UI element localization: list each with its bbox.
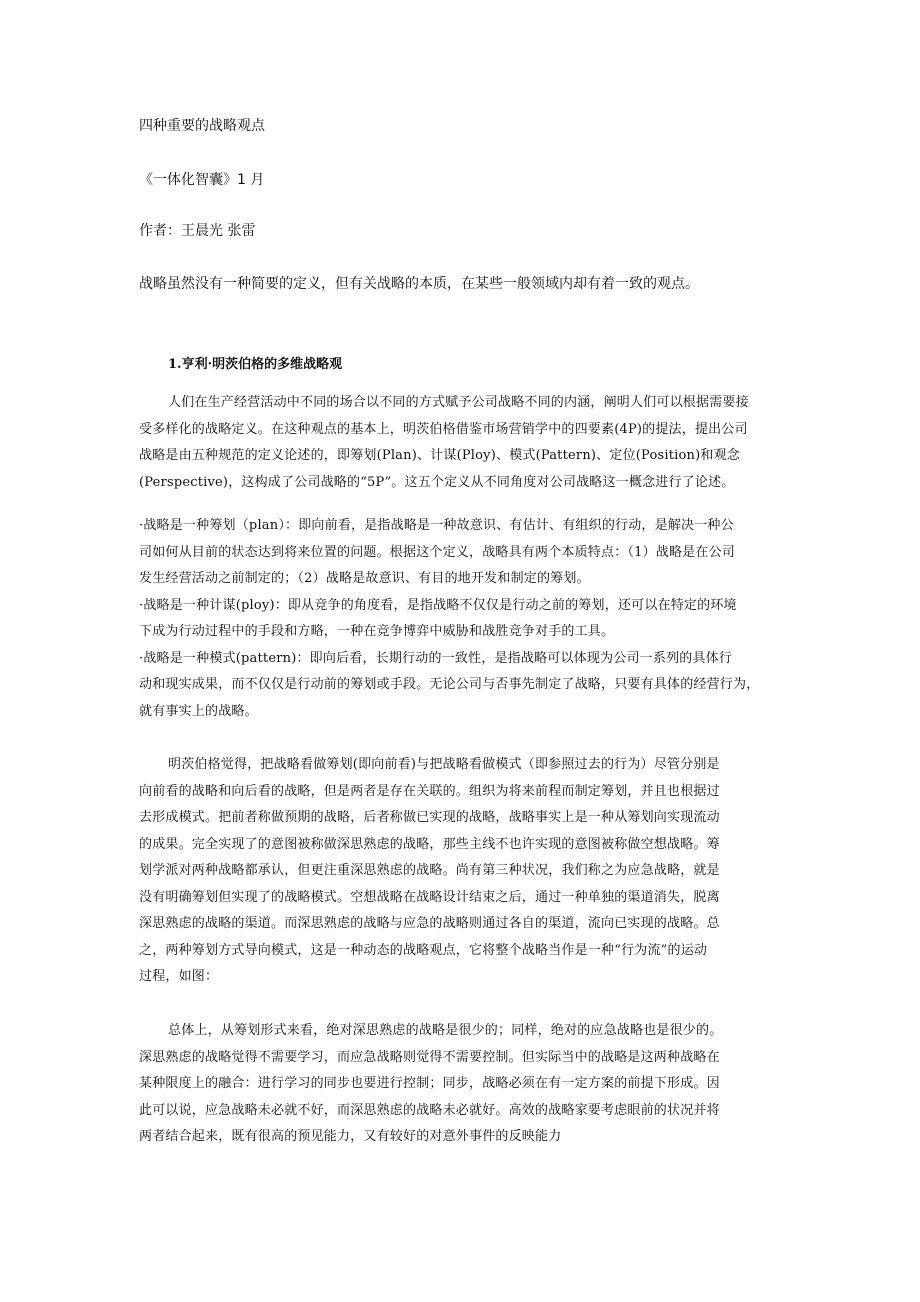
- paragraph-line: 某种限度上的融合：进行学习的同步也要进行控制；同步，战略必须在有一定方案的前提下形成。因: [139, 1076, 720, 1091]
- document-intro: 战略虽然没有一种简要的定义，但有关战略的本质，在某些一般领域内却有着一致的观点。: [139, 276, 699, 292]
- paragraph-line: 过程，如图：: [139, 969, 219, 984]
- bullet-line: ·战略是一种计谋(ploy)：即从竞争的角度看，是指战略不仅仅是行动之前的筹划，还可以在特定的环境: [139, 597, 737, 613]
- paragraph-line: 战略是由五种规范的定义论述的，即筹划(Plan)、计谋(Ploy)、模式(Pattern)、定位(Position)和观念: [139, 448, 740, 463]
- bullet-line: 下成为行动过程中的手段和方略，一种在竞争博弈中威胁和战胜竞争对手的工具。: [139, 624, 615, 639]
- paragraph-line: 之，两种筹划方式导向模式，这是一种动态的战略观点，它将整个战略当作是一种“行为流”的运动: [139, 942, 708, 958]
- section-heading: 1.亨利·明茨伯格的多维战略观: [168, 357, 343, 372]
- bullet-line: 就有事实上的战略。: [139, 703, 258, 719]
- paragraph-line: 去形成模式。把前者称做预期的战略，后者称做已实现的战略，战略事实上是一种从筹划向实现流动: [139, 810, 720, 825]
- paragraph-line: 划学派对两种战略都承认，但更注重深思熟虑的战略。尚有第三种状况，我们称之为应急战略，就是: [139, 863, 720, 878]
- bullet-list: [139, 513, 784, 725]
- paragraph-line: 深思熟虑的战略觉得不需要学习，而应急战略则觉得不需要控制。但实际当中的战略是这两种战略在: [139, 1049, 720, 1065]
- paragraph-line: 总体上，从筹划形式来看，绝对深思熟虑的战略是很少的；同样，绝对的应急战略也是很少的。: [168, 1023, 723, 1038]
- bullet-line: 司如何从目前的状态达到将来位置的问题。根据这个定义，战略具有两个本质特点：（1）战略是在公司: [139, 544, 735, 560]
- bullet-line: 动和现实成果，而不仅仅是行动前的筹划或手段。无论公司与否事先制定了战略，只要有具体的经营行为，: [139, 677, 760, 692]
- paragraph-line: 的成果。完全实现了的意图被称做深思熟虑的战略，那些主线不也许实现的意图被称做空想战略。筹: [139, 836, 720, 852]
- document-source: 《一体化智囊》1 月: [139, 172, 265, 188]
- paragraph-line: 深思熟虑的战略的渠道。而深思熟虑的战略与应急的战略则通过各自的渠道，流向已实现的战略。总: [139, 916, 720, 931]
- paragraph-mintzberg-view: [139, 752, 784, 991]
- paragraph-conclusion: [139, 1018, 784, 1151]
- paragraph-line: 人们在生产经营活动中不同的场合以不同的方式赋予公司战略不同的内涵，阐明人们可以根据需要接: [168, 395, 749, 410]
- paragraph-line: 受多样化的战略定义。在这种观点的基本上，明茨伯格借鉴市场营销学中的四要素(4P)的提法，提出公司: [139, 421, 748, 437]
- document-title: 四种重要的战略观点: [139, 118, 265, 134]
- bullet-line: 发生经营活动之前制定的；（2）战略是故意识、有目的地开发和制定的筹划。: [139, 571, 590, 586]
- bullet-line: ·战略是一种筹划（plan）：即向前看，是指战略是一种故意识、有估计、有组织的行动，是解决一种公: [139, 518, 734, 533]
- paragraph-5p-intro: [139, 390, 784, 496]
- paragraph-line: 向前看的战略和向后看的战略，但是两者是存在关联的。组织为将来前程而制定筹划，并且也根据过: [139, 783, 720, 799]
- paragraph-line: (Perspective)，这构成了公司战略的“5P”。这五个定义从不同角度对公司战略这一概念进行了论述。: [139, 474, 735, 490]
- paragraph-line: 没有明确筹划但实现了的战略模式。空想战略在战略设计结束之后，通过一种单独的渠道消失，脱离: [139, 889, 720, 905]
- paragraph-line: 此可以说，应急战略未必就不好，而深思熟虑的战略未必就好。高效的战略家要考虑眼前的状况并将: [139, 1102, 720, 1118]
- document-author: 作者：王晨光 张雷: [139, 223, 256, 239]
- paragraph-line: 明茨伯格觉得，把战略看做筹划(即向前看)与把战略看做模式（即参照过去的行为）尽管分别是: [168, 757, 720, 772]
- bullet-line: ·战略是一种模式(pattern)：即向后看，长期行动的一致性，是指战略可以体现为公司一系列的具体行: [139, 650, 733, 666]
- paragraph-line: 两者结合起来，既有很高的预见能力，又有较好的对意外事件的反映能力: [139, 1129, 562, 1144]
